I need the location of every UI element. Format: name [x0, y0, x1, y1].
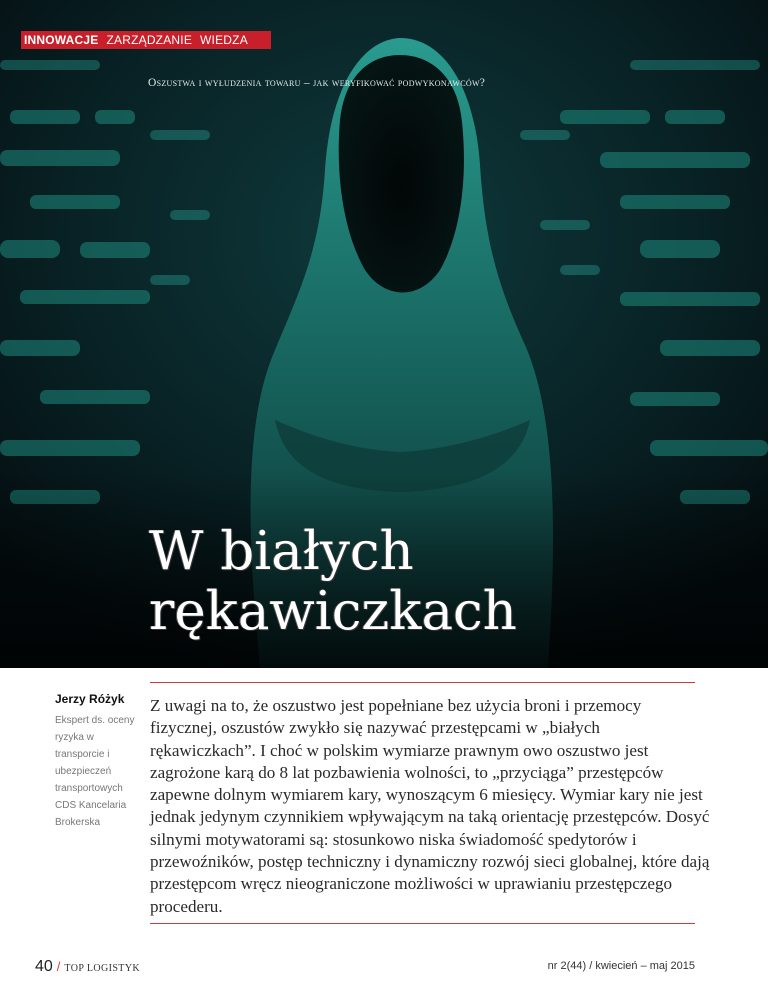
footer-separator: / [56, 959, 61, 974]
article-kicker: Oszustwa i wyłudzenia towaru – jak weryfikować podwykonawców? [148, 77, 486, 89]
publication-name: TOP LOGISTYK [64, 963, 141, 974]
author-role: Ekspert ds. oceny ryzyka w transporcie i ubezpieczeń transportowych CDS Kancelaria Brokerska [55, 715, 135, 828]
section-tag-innovations: INNOWACJE [24, 33, 99, 47]
article-lead: Z uwagi na to, że oszustwo jest popełniane bez użycia broni i przemocy fizycznej, oszustów zwykło się nazywać przestępcami w „białych rękawiczkach”. I choć w polskim wymiarze prawnym owo oszustwo jest zagrożone karą do 8 lat pozbawienia wolności, to „przyciąga” przestępców zapewne dolnym wymiarem kary, wynoszącym 6 miesięcy. Wymiar kary nie jest jednak jedynym czynnikiem wpływającym na taką orientację przestępców. Dosyć silnymi motywatorami są: stosunkowo niska świadomość spedytorów i przewoźników, postęp techniczny i dynamiczny rozwój sieci globalnej, które dają przestępcom wręcz nieograniczone możliwości w uprawianiu przestępczego procederu. [150, 696, 710, 916]
section-tag-management: ZARZĄDZANIE [106, 33, 193, 47]
page-number: 40 [35, 958, 53, 975]
title-line-2: rękawiczkach [149, 581, 517, 642]
footer-left [35, 958, 140, 976]
issue-info: nr 2(44) / kwiecień – maj 2015 [547, 960, 695, 972]
article-title [149, 522, 517, 642]
author-name: Jerzy Różyk [55, 692, 125, 706]
title-line-1: W białych [149, 521, 414, 582]
top-divider [150, 682, 695, 683]
section-tag-bar [21, 31, 271, 49]
bottom-divider [150, 923, 695, 924]
section-tag-knowledge: WIEDZA [200, 33, 248, 47]
